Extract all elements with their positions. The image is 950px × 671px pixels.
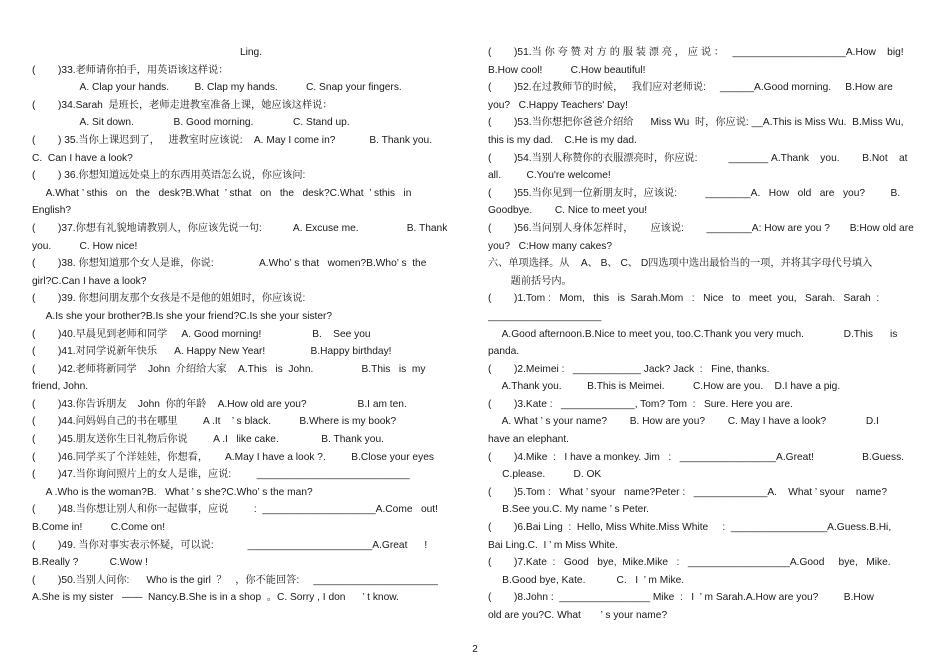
text-line: B.Really ? C.Wow ! (32, 557, 148, 569)
text-line: B.How cool! C.How beautiful! (488, 64, 646, 76)
text-line: ( )51.当 你 夸 赞 对 方 的 服 装 漂 亮 ， 应 说 ： ____________________A.How big! (488, 47, 904, 58)
text-line: panda. (488, 346, 520, 358)
text-line: ( )53.当你想把你爸爸介绍给 Miss Wu 时，你应说: __A.This is Miss Wu. B.Miss Wu, (488, 117, 904, 129)
text-line: ( )34.Sarah 是班长，老师走进教室准备上课，她应该这样说： (32, 99, 333, 111)
text-line: ( )4.Mike : I have a monkey. Jim : _________________A.Great! B.Guess. (488, 451, 904, 463)
text-line: ( )42.老师将新同学 John 介绍给大家 A.This is John. B.This is my (32, 363, 426, 375)
text-line: B.See you.C. My name ’ s Peter. (488, 504, 649, 516)
text-line: ( )55.当你见到一位新朋友时，应该说: ________A. How old are you? B. (488, 187, 901, 199)
text-line: ( )5.Tom : What ’ syour name?Peter : _____________A. What ’ syour name? (488, 486, 888, 498)
text-line: B.Come in! C.Come on! (32, 522, 166, 534)
text-line: B.Good bye, Kate. C. I ’ m Mike. (488, 574, 685, 586)
text-line: ( )52.在过教师节的时候， 我们应对老师说: ______A.Good morning. B.How are (488, 82, 893, 94)
text-line: all. C.You're welcome! (488, 170, 611, 182)
text-line: have an elephant. (488, 434, 570, 446)
text-line: A .Who is the woman?B. What ’ s she?C.Who’ s the man? (32, 486, 313, 498)
text-line: girl?C.Can I have a look? (32, 275, 147, 287)
text-line: C. Can I have a look? (32, 152, 133, 164)
text-line: ( )8.John : ________________ Mike : I ’ m Sarah.A.How are you? B.How (488, 592, 874, 604)
text-line: ( )54.当别人称赞你的衣服漂亮时，你应说: _______ A.Thank you. B.Not at (488, 152, 908, 164)
text-line: C.please. D. OK (488, 469, 602, 481)
text-line: old are you?C. What ’ s your name? (488, 610, 668, 621)
text-line: ( ) 36.你想知道远处桌上的东西用英语怎么说，你应该问: (32, 170, 306, 182)
text-line: A. What ’ s your name? B. How are you? C. May I have a look? D.I (488, 416, 879, 428)
text-line: Goodbye. C. Nice to meet you! (488, 205, 648, 217)
text-line: ( )33.老师请你拍手，用英语该这样说： (32, 64, 229, 76)
text-line: friend, John. (32, 381, 89, 393)
text-line: you. C. How nice! (32, 240, 138, 252)
text-line: A.She is my sister —— Nancy.B.She is in a shop 。C. Sorry , I don ’ t know. (32, 592, 399, 604)
text-line: ( )41.对同学说新年快乐 A. Happy New Year! B.Happy birthday! (32, 346, 392, 358)
text-line: ( )7.Kate : Good bye, Mike.Mike : __________________A.Good bye, Mike. (488, 557, 891, 569)
text-line: you? C:How many cakes? (488, 240, 613, 252)
text-line: A. Clap your hands. B. Clap my hands. C. Snap your fingers. (32, 82, 402, 94)
text-line: ( )3.Kate : _____________, Tom? Tom : Sure. Here you are. (488, 398, 793, 410)
text-line: 题前括号内。 (488, 275, 572, 287)
text-line: A.Good afternoon.B.Nice to meet you, too.C.Thank you very much. D.This is (488, 328, 898, 340)
text-line: ( )48.当你想让别人和你一起做事，应说 : ____________________A.Come out! (32, 504, 438, 516)
text-line: ( )47.当你询问照片上的女人是谁，应说: ___________________________ (32, 469, 410, 481)
text-line: ( )49. 当你对事实表示怀疑，可以说: ______________________A.Great ! (32, 539, 428, 551)
text-line: ( )38. 你想知道那个女人是谁，你说: A.Who’ s that women?B.Who’ s the (32, 258, 427, 270)
left-column (32, 44, 470, 607)
text-line: Ling. (239, 47, 263, 58)
text-line: ( )56.当问别人身体怎样时， 应该说: ________A: How are you ? B:How old are (488, 222, 914, 234)
text-line: 六、单项选择。从 A、 B、 C、 D四选项中选出最恰当的一项，并将其字母代号填入 (488, 258, 873, 270)
text-line: Bai Ling.C. I ’ m Miss White. (488, 539, 618, 551)
text-line: ( )50.当别人问你: Who is the girl ？ ，你不能回答: ______________________ (32, 574, 438, 586)
text-line: you? C.Happy Teachers' Day! (488, 99, 628, 111)
page-number: 2 (472, 644, 478, 655)
text-line: ( )6.Bai Ling : Hello, Miss White.Miss White : _________________A.Guess.B.Hi, (488, 522, 892, 534)
text-line: A.Is she your brother?B.Is she your friend?C.Is she your sister? (32, 310, 333, 322)
text-line: ( )39. 你想问朋友那个女孩是不是他的姐姐时，你应该说: (32, 293, 306, 305)
text-line: ____________________ (488, 310, 602, 322)
text-line: A. Sit down. B. Good morning. C. Stand up. (32, 117, 350, 129)
text-line: ( )37.你想有礼貌地请教别人，你应该先说一句: A. Excuse me. B. Thank (32, 222, 448, 234)
text-line: ( )2.Meimei : ____________ Jack? Jack : Fine, thanks. (488, 363, 770, 375)
text-line: A.Thank you. B.This is Meimei. C.How are you. D.I have a pig. (488, 381, 841, 393)
text-line: ( ) 35.当你上课迟到了， 进教室时应该说: A. May I come in? B. Thank you. (32, 134, 433, 146)
text-line: ( )1.Tom : Mom, this is Sarah.Mom : Nice to meet you, Sarah. Sarah : (488, 293, 880, 305)
text-line: A.What ’ sthis on the desk?B.What ’ sthat on the desk?C.What ’ sthis in (32, 187, 412, 199)
right-column (488, 44, 918, 625)
text-line: ( )43.你告诉朋友 John 你的年龄 A.How old are you? B.I am ten. (32, 398, 407, 410)
text-line: ( )40.早晨见到老师和同学 A. Good morning! B. See you (32, 328, 371, 340)
text-line: ( )44.问妈妈自己的书在哪里 A .It ’ s black. B.Where is my book? (32, 416, 397, 428)
text-line: this is my dad. C.He is my dad. (488, 134, 637, 146)
text-line: ( )46.同学买了个洋娃娃，你想看， A.May I have a look ?. B.Close your eyes (32, 451, 434, 463)
text-line: English? (32, 205, 72, 217)
text-line: ( )45.朋友送你生日礼物后你说 A .I like cake. B. Thank you. (32, 434, 384, 446)
